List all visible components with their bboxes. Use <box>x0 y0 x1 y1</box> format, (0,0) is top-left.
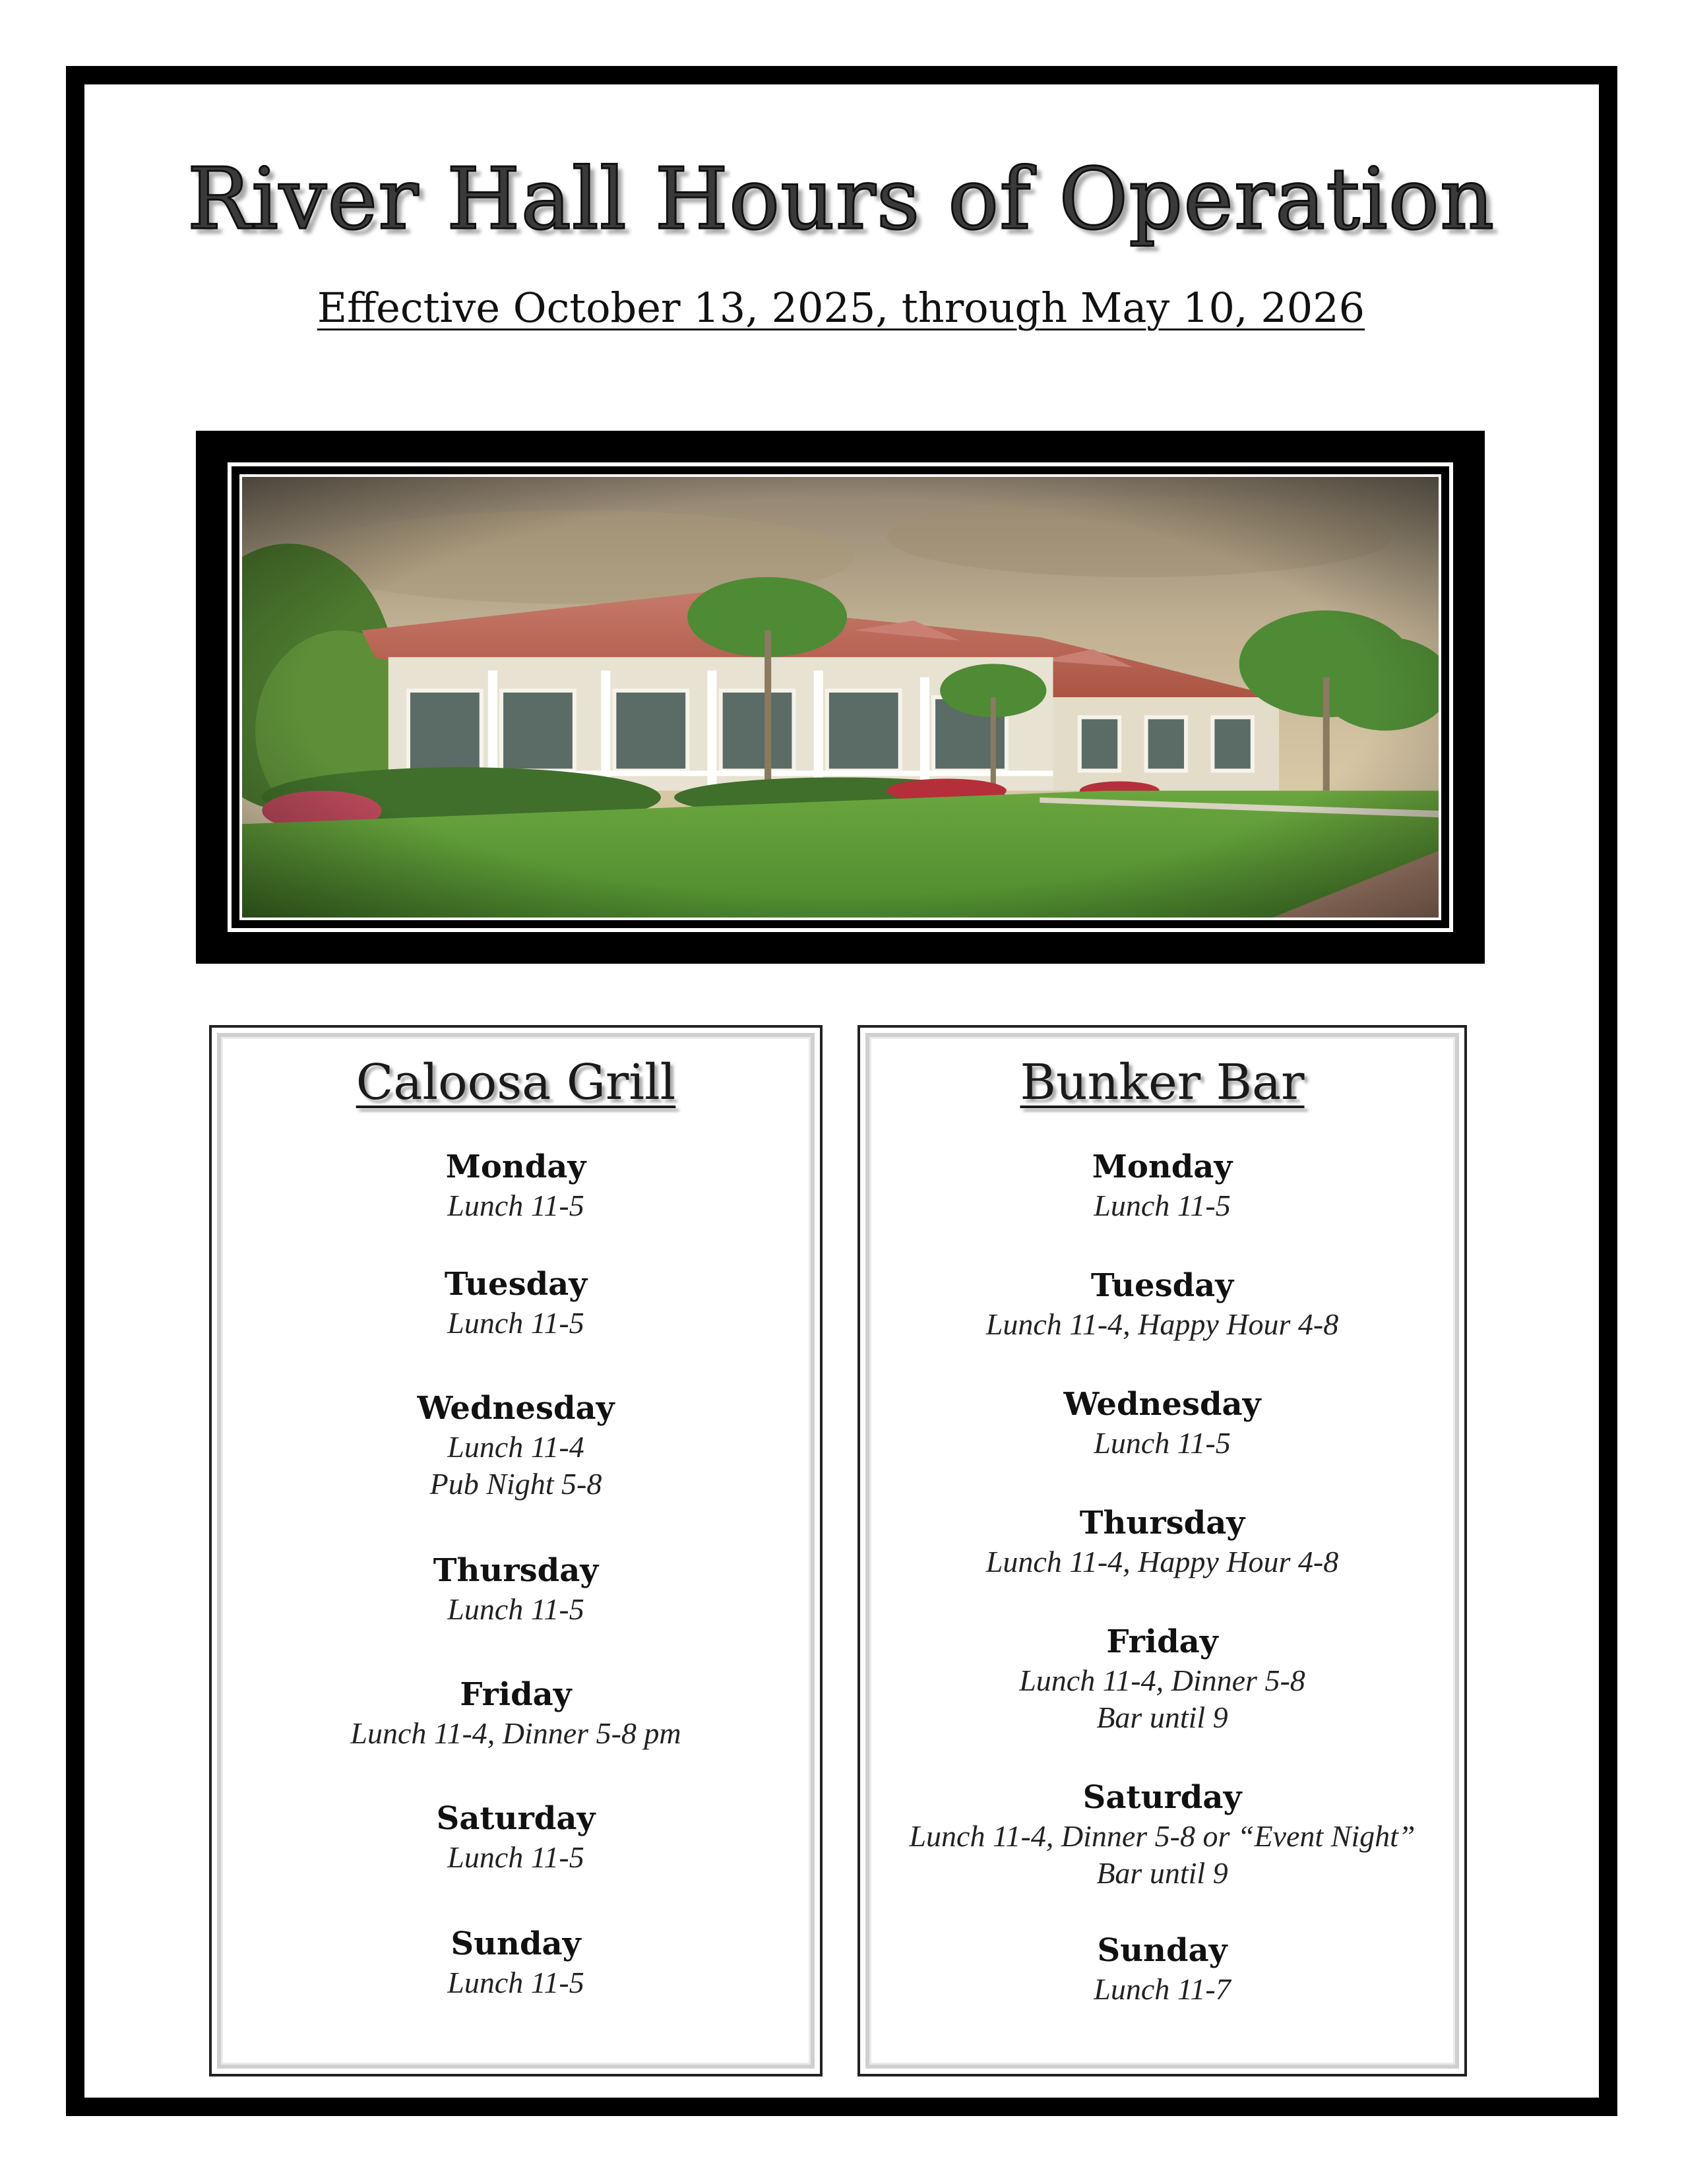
hours-line: Lunch 11-4, Dinner 5-8 or “Event Night” <box>909 1819 1416 1853</box>
caloosa-tuesday <box>212 1264 820 1342</box>
hours-line: Lunch 11-5 <box>1094 1189 1231 1222</box>
bunker-tuesday <box>860 1265 1464 1343</box>
hours-line: Pub Night 5-8 <box>429 1467 602 1501</box>
caloosa-thursday <box>212 1550 820 1628</box>
effective-dates: Effective October 13, 2025, through May 10, 2026 <box>317 284 1365 332</box>
caloosa-grill-title: Caloosa Grill <box>356 1054 676 1111</box>
day-name: Wednesday <box>417 1390 615 1427</box>
photo-mat <box>228 462 1453 932</box>
day-name: Saturday <box>436 1800 596 1837</box>
day-name: Tuesday <box>444 1266 588 1303</box>
bunker-sunday <box>860 1930 1464 2008</box>
hours-line: Lunch 11-5 <box>447 1306 584 1340</box>
day-name: Tuesday <box>1090 1267 1234 1304</box>
bunker-thursday <box>860 1503 1464 1580</box>
caloosa-saturday <box>212 1798 820 1876</box>
page-title: River Hall Hours of Operation <box>187 150 1495 249</box>
hours-line: Lunch 11-7 <box>1094 1972 1231 2006</box>
caloosa-grill-panel <box>209 1025 823 2076</box>
day-name: Monday <box>445 1148 586 1185</box>
caloosa-friday <box>212 1674 820 1752</box>
day-name: Monday <box>1092 1148 1233 1185</box>
day-name: Sunday <box>451 1925 581 1962</box>
bunker-saturday <box>860 1777 1464 1892</box>
day-name: Saturday <box>1082 1779 1242 1816</box>
day-name: Sunday <box>1097 1932 1228 1969</box>
hours-line: Lunch 11-4, Dinner 5-8 pm <box>350 1716 681 1750</box>
hours-line: Lunch 11-4, Happy Hour 4-8 <box>985 1545 1339 1578</box>
bunker-wednesday <box>860 1384 1464 1462</box>
hours-line: Bar until 9 <box>1096 1856 1228 1890</box>
bunker-monday <box>860 1146 1464 1224</box>
bunker-bar-panel <box>857 1025 1467 2076</box>
day-name: Friday <box>460 1676 572 1713</box>
hours-line: Lunch 11-5 <box>447 1189 584 1222</box>
hours-line: Lunch 11-4, Happy Hour 4-8 <box>985 1307 1339 1341</box>
day-name: Thursday <box>1079 1505 1245 1542</box>
clubhouse-photo <box>242 477 1439 918</box>
hours-line: Bar until 9 <box>1096 1700 1228 1734</box>
hours-line: Lunch 11-4 <box>447 1430 584 1464</box>
day-name: Friday <box>1106 1623 1218 1660</box>
hours-line: Lunch 11-5 <box>1094 1426 1231 1460</box>
caloosa-wednesday <box>212 1388 820 1503</box>
hours-line: Lunch 11-5 <box>447 1966 584 1999</box>
hours-line: Lunch 11-4, Dinner 5-8 <box>1019 1664 1305 1697</box>
hours-line: Lunch 11-5 <box>447 1840 584 1874</box>
caloosa-sunday <box>212 1923 820 2001</box>
clubhouse-photo-frame <box>196 431 1485 964</box>
bunker-friday <box>860 1621 1464 1736</box>
day-name: Thursday <box>433 1552 599 1589</box>
photo-border <box>239 474 1441 920</box>
bunker-bar-title: Bunker Bar <box>1020 1054 1305 1111</box>
caloosa-monday <box>212 1146 820 1224</box>
day-name: Wednesday <box>1063 1386 1261 1423</box>
hours-line: Lunch 11-5 <box>447 1592 584 1626</box>
